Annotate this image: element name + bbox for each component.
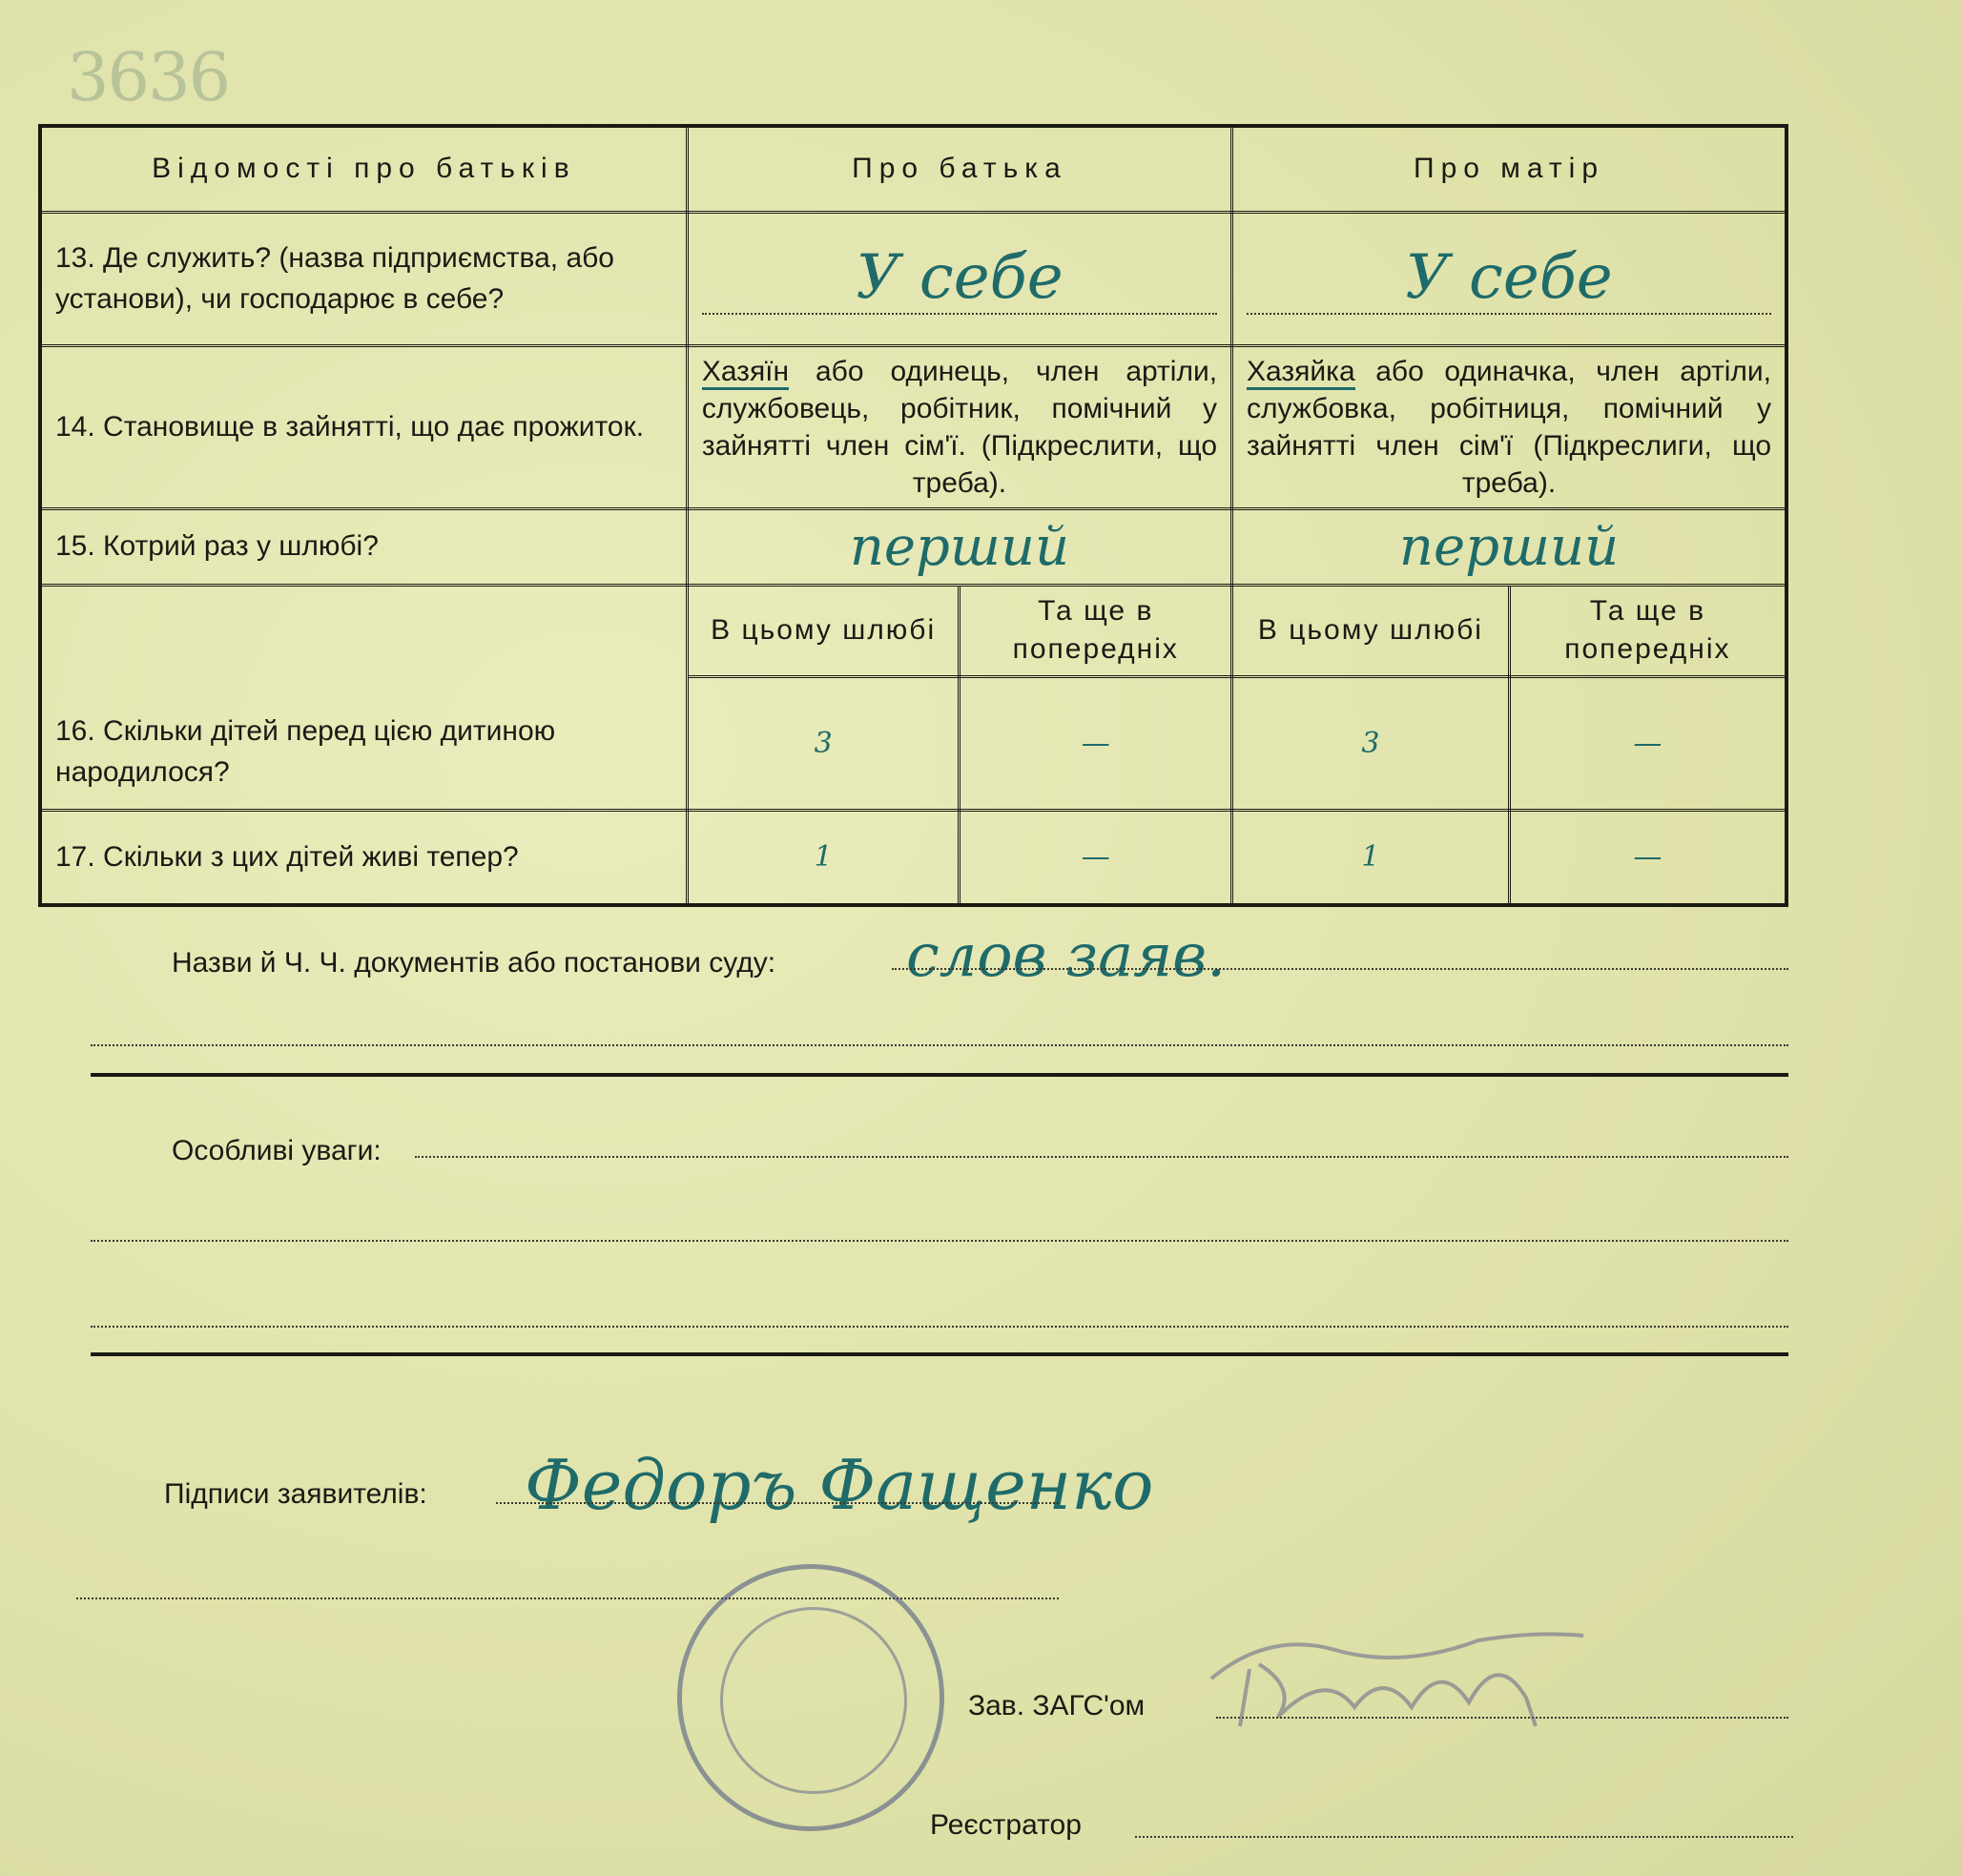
q15-label: 15. Котрий раз у шлюбі? [40,508,687,585]
remarks-line-1 [415,1156,1788,1158]
remarks-line-3 [91,1326,1788,1328]
page-number: 3636 [67,38,230,116]
q16-father-prev-header: Та ще в попередніх [960,585,1232,676]
q14-mother-options [1232,345,1786,508]
q16-father-this-header: В цьому шлюбі [687,585,960,676]
q14-father-options [687,345,1231,508]
head-label: Зав. ЗАГС'ом [968,1690,1146,1721]
applicants-line-2 [76,1598,1059,1599]
header-mother: Про матір [1232,126,1786,212]
q16-father-prev: — [960,676,1232,810]
remarks-label: Особливі уваги: [172,1135,382,1166]
q13-father-answer: У себе [702,242,1217,315]
q13-label: 13. Де служить? (назва підприємства, або установи), чи господарює в себе? [40,212,687,345]
applicants-signature: Федоръ Фащенко [525,1445,1154,1525]
q13-mother-cell [1232,212,1786,345]
applicants-line-1 [496,1502,1059,1504]
q14-label: 14. Становище в зайнятті, що дає прожиток. [40,345,687,508]
parents-info-table [38,124,1788,907]
documents-line-1 [892,968,1788,970]
q17-father-prev: — [960,810,1232,905]
remarks-divider [91,1352,1788,1356]
registrar-label: Реєстратор [930,1809,1082,1841]
header-parents-info: Відомості про батьків [40,126,687,212]
q14-mother-rest: або одиначка, член артіли, службовка, робітниця, помічний у зайнятті член сім'ї (Підкреслиги, що треба). [1247,355,1771,499]
registrar-signature-line [1135,1836,1793,1838]
q15-father-answer: перший [687,508,1231,585]
q16-mother-prev: — [1509,676,1786,810]
header-father: Про батька [687,126,1231,212]
q16-mother-this-header: В цьому шлюбі [1232,585,1510,676]
documents-value: слов заяв. [906,920,1226,990]
q17-mother-this: 1 [1232,810,1510,905]
q13-father-cell [687,212,1231,345]
remarks-line-2 [91,1240,1788,1242]
q15-mother-answer: перший [1232,508,1786,585]
q14-father-rest: або одинець, член артіли, службовець, робітник, помічний у зайнятті член сім'ї. (Підкреслити, що треба). [701,355,1218,499]
q17-mother-prev: — [1509,810,1786,905]
applicants-label: Підписи заявителів: [164,1478,427,1510]
documents-line-2 [91,1044,1788,1046]
head-signature-scribble [1192,1612,1593,1736]
q16-father-this: 3 [687,676,960,810]
documents-label: Назви й Ч. Ч. документів або постанови суду: [172,947,776,979]
q17-label: 17. Скільки з цих дітей живі тепер? [40,810,687,905]
q16-mother-this: 3 [1232,676,1510,810]
q13-mother-answer: У себе [1247,242,1771,315]
q16-mother-prev-header: Та ще в попередніх [1509,585,1786,676]
documents-divider [91,1073,1788,1077]
official-seal-stamp [677,1564,944,1831]
q14-mother-selected: Хазяйка [1247,356,1355,390]
q16-label: 16. Скільки дітей перед цією дитиною народилося? [40,585,687,810]
official-seal-inner-ring [720,1607,907,1794]
q17-father-this: 1 [687,810,960,905]
q14-father-selected: Хазяїн [702,356,789,390]
